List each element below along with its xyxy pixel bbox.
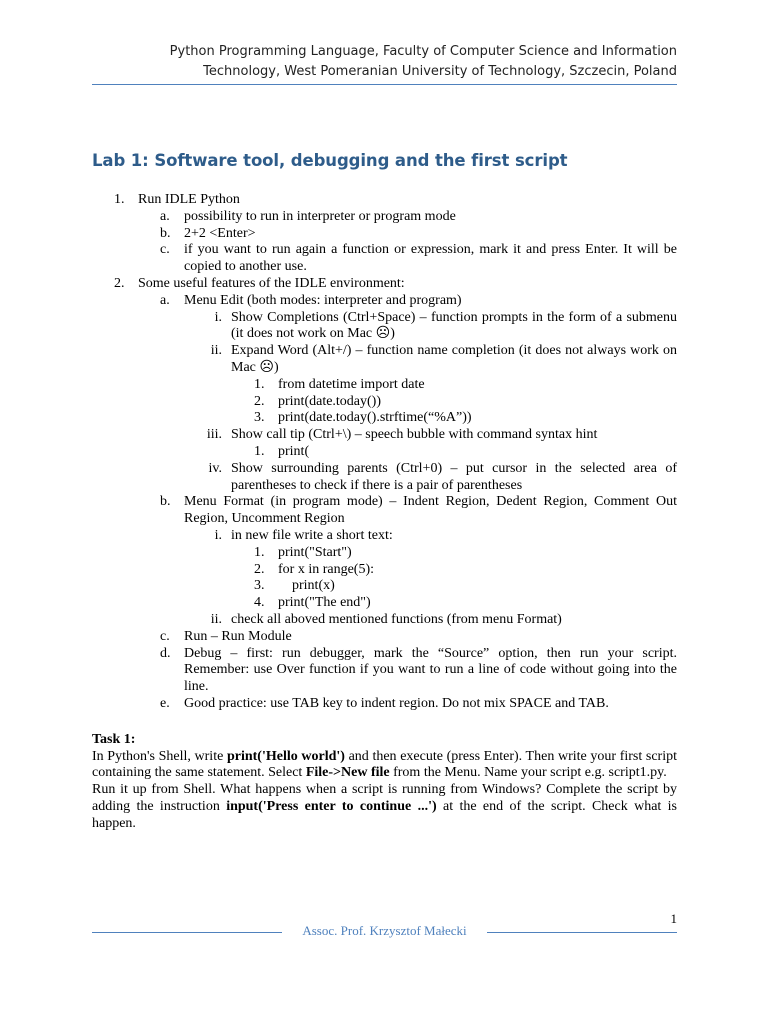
page-footer — [92, 911, 677, 940]
list-item-text: Show surrounding parents (Ctrl+0) – put cursor in the selected area of parentheses to check if there is a pair of parentheses — [231, 460, 677, 493]
list-item-text: 2+2 <Enter> — [184, 225, 256, 241]
list-marker: ii. — [210, 343, 222, 359]
list-item-text: check all aboved mentioned functions (from menu Format) — [231, 611, 562, 627]
header-line-2: Technology, West Pomeranian University of Technology, Szczecin, Poland — [203, 64, 677, 79]
document-body — [92, 192, 677, 832]
list-item-text: Some useful features of the IDLE environment: — [138, 275, 405, 291]
page-header — [92, 42, 677, 82]
list-item — [92, 578, 677, 595]
list-item — [92, 612, 677, 629]
task-title: Task 1: — [92, 731, 136, 747]
list-item — [92, 545, 677, 562]
list-item — [92, 276, 677, 293]
task-section — [92, 732, 677, 833]
list-marker: 1. — [254, 443, 265, 459]
list-item — [92, 562, 677, 579]
list-item — [92, 427, 677, 444]
list-item-text: print(date.today().strftime(“%A”)) — [278, 410, 472, 426]
task-paragraph-1 — [92, 749, 677, 783]
list-item-text: Show Completions (Ctrl+Space) – function prompts in the form of a submenu (it does not work on Mac ☹) — [231, 309, 677, 342]
list-marker: iii. — [206, 427, 222, 443]
footer-author: Assoc. Prof. Krzysztof Małecki — [302, 923, 467, 938]
list-item — [92, 494, 677, 528]
text-run: In Python's Shell, write — [92, 748, 227, 764]
footer-rule-right — [487, 932, 677, 933]
page-title: Lab 1: Software tool, debugging and the first script — [92, 151, 568, 170]
list-item — [92, 394, 677, 411]
list-item — [92, 629, 677, 646]
list-marker: a. — [160, 292, 170, 308]
list-item — [92, 646, 677, 696]
list-item-text: in new file write a short text: — [231, 527, 393, 543]
list-item — [92, 410, 677, 427]
list-marker: 1. — [114, 192, 125, 207]
list-marker: 1. — [254, 544, 265, 560]
list-item-text: for x in range(5): — [278, 561, 375, 577]
list-item-text: Good practice: use TAB key to indent region. Do not mix SPACE and TAB. — [184, 695, 609, 711]
list-item — [92, 242, 677, 276]
list-marker: 2. — [254, 561, 265, 577]
code-text: input('Press enter to continue ...') — [226, 798, 437, 814]
list-marker: 2. — [114, 275, 125, 291]
code-text: File->New file — [305, 765, 390, 781]
list-marker: c. — [160, 628, 170, 644]
spacer — [92, 713, 677, 732]
list-item — [92, 343, 677, 377]
list-item-text: print("The end") — [278, 595, 371, 611]
list-marker: i. — [214, 309, 222, 325]
list-item — [92, 377, 677, 394]
list-item — [92, 226, 677, 243]
list-item-text: if you want to run again a function or expression, mark it and press Enter. It will be copied to another use. — [184, 242, 677, 275]
list-marker: e. — [160, 695, 170, 711]
list-item — [92, 310, 677, 344]
text-run: from the Menu. Name your script e.g. script1.py. — [389, 765, 667, 781]
page-number: 1 — [670, 911, 677, 926]
list-marker: iv. — [208, 460, 222, 476]
list-marker: d. — [160, 645, 171, 661]
list-item — [92, 293, 677, 310]
list-item — [92, 192, 677, 209]
list-item-text: from datetime import date — [278, 376, 425, 392]
list-item-text: Show call tip (Ctrl+\) – speech bubble with command syntax hint — [231, 427, 598, 443]
list-marker: 4. — [254, 595, 265, 611]
list-item-text: possibility to run in interpreter or program mode — [184, 208, 456, 224]
list-item-text: Debug – first: run debugger, mark the “Source” option, then run your script. Remember: use Over function if you want to run a line of code without going into the line. — [184, 645, 677, 695]
list-marker: i. — [214, 527, 222, 543]
list-marker: c. — [160, 242, 170, 258]
text-run: and then execute (press Enter). Then write your first script containing the same statement. Select — [92, 748, 677, 781]
list-item-text: Run IDLE Python — [138, 192, 240, 207]
list-marker: 3. — [254, 410, 265, 426]
list-marker: b. — [160, 225, 171, 241]
list-item-text: Menu Edit (both modes: interpreter and program) — [184, 292, 462, 308]
list-item — [92, 595, 677, 612]
list-item — [92, 209, 677, 226]
list-marker: ii. — [210, 611, 222, 627]
code-text: print('Hello world') — [226, 748, 345, 764]
text-run: at the end of the script. Check what is happen. — [92, 798, 678, 831]
list-item — [92, 696, 677, 713]
header-line-1: Python Programming Language, Faculty of Computer Science and Information — [169, 44, 677, 59]
header-divider — [92, 84, 677, 85]
list-item — [92, 461, 677, 495]
list-marker: 1. — [254, 376, 265, 392]
list-marker: b. — [160, 494, 171, 510]
list-item-text: Expand Word (Alt+/) – function name completion (it does not always work on Mac ☹) — [231, 343, 677, 375]
task-paragraph-2 — [92, 782, 677, 832]
list-item-text: print("Start") — [278, 544, 352, 560]
list-marker: 2. — [254, 393, 265, 409]
list-marker: 3. — [254, 578, 265, 594]
list-item — [92, 528, 677, 545]
instruction-list — [92, 192, 677, 713]
list-item — [92, 444, 677, 461]
list-item-text: print(date.today()) — [278, 393, 382, 409]
list-item-text: Run – Run Module — [184, 628, 292, 644]
list-item-text: print(x) — [278, 578, 335, 594]
list-item-text: Menu Format (in program mode) – Indent Region, Dedent Region, Comment Out Region, Uncomment Region — [184, 494, 677, 527]
text-run: Run it up from Shell. What happens when a script is running from Windows? Complete the script by adding the instruction — [92, 782, 677, 814]
list-marker: a. — [160, 208, 170, 224]
list-item-text: print( — [278, 443, 310, 459]
